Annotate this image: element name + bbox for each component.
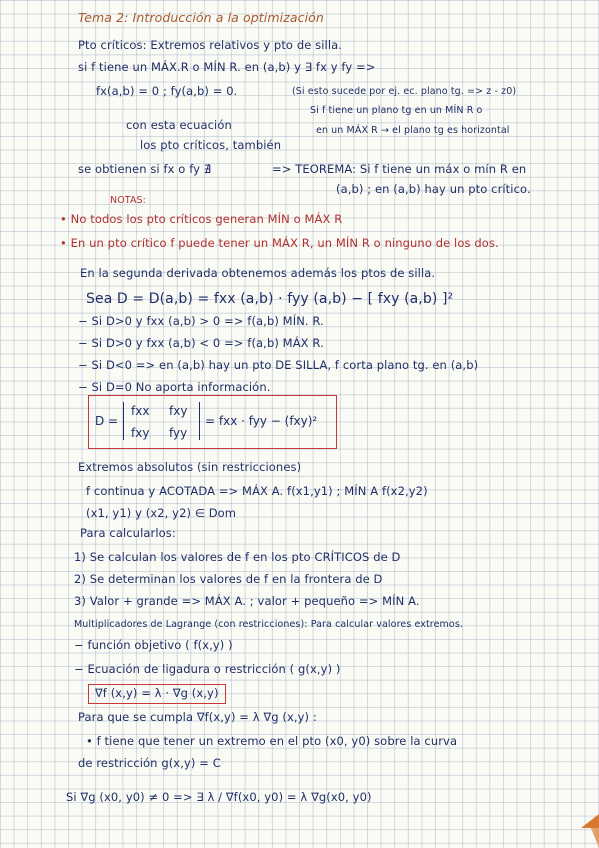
theorem-line: => TEOREMA: Si f tiene un máx o mín R en <box>272 162 527 176</box>
hessian-box <box>88 395 337 449</box>
note-item: • En un pto crítico f puede tener un MÁX R, un MÍN R o ninguno de los dos. <box>60 236 499 250</box>
text-line: − Ecuación de ligadura o restricción ( g(x,y) ) <box>74 662 341 676</box>
note-item: • No todos los pto críticos generan MÍN o MÁX R <box>60 212 343 226</box>
page-title: Tema 2: Introducción a la optimización <box>78 10 324 25</box>
text-line: con esta ecuación <box>126 118 232 132</box>
equation-line: fx(a,b) = 0 ; fy(a,b) = 0. <box>96 84 238 98</box>
text-line: En la segunda derivada obtenemos además los ptos de silla. <box>80 266 436 280</box>
equation-line: Sea D = D(a,b) = fxx (a,b) · fyy (a,b) − [ fxy (a,b) ]² <box>86 291 454 307</box>
text-line: Para calcularlos: <box>80 526 176 540</box>
text-line: • f tiene que tener un extremo en el pto (x0, y0) sobre la curva <box>86 734 458 748</box>
text-line: se obtienen si fx o fy ∄ <box>78 162 212 176</box>
side-note: Si f tiene un plano tg en un MÍN R o <box>310 105 483 116</box>
notes-heading: NOTAS: <box>110 195 146 206</box>
text-line: (x1, y1) y (x2, y2) ∈ Dom <box>86 506 237 520</box>
step-item: 1) Se calculan los valores de f en los pto CRÍTICOS de D <box>74 550 401 564</box>
heading-critical-points: Pto críticos: Extremos relativos y pto de silla. <box>78 38 343 52</box>
text-line: Si ∇g (x0, y0) ≠ 0 => ∃ λ / ∇f(x0, y0) = λ ∇g(x0, y0) <box>66 790 372 804</box>
side-note: en un MÁX R → el plano tg es horizontal <box>316 125 510 136</box>
text-line: si f tiene un MÁX.R o MÍN R. en (a,b) y ∃ fx y fy => <box>78 60 376 74</box>
text-line: − función objetivo ( f(x,y) ) <box>74 638 233 652</box>
condition-line: − Si D>0 y fxx (a,b) > 0 => f(a,b) MÍN. R. <box>78 314 324 328</box>
page-corner-tab <box>581 814 599 828</box>
step-item: 3) Valor + grande => MÁX A. ; valor + pequeño => MÍN A. <box>74 594 420 608</box>
matrix-bar-right <box>199 402 200 440</box>
heading-lagrange: Multiplicadores de Lagrange (con restricciones): Para calcular valores extremos. <box>74 619 463 630</box>
matrix-cell: fyy <box>169 426 188 440</box>
hessian-lhs: D = <box>95 414 119 428</box>
lagrange-equation-box: ∇f (x,y) = λ · ∇g (x,y) <box>88 684 226 704</box>
condition-line: − Si D=0 No aporta información. <box>78 380 271 394</box>
condition-line: − Si D<0 => en (a,b) hay un pto DE SILLA, f corta plano tg. en (a,b) <box>78 358 479 372</box>
matrix-bar-left <box>123 402 124 440</box>
step-item: 2) Se determinan los valores de f en la frontera de D <box>74 572 383 586</box>
text-line: los pto críticos, también <box>140 138 282 152</box>
matrix-cell: fxx <box>131 404 150 418</box>
heading-absolute-extrema: Extremos absolutos (sin restricciones) <box>78 460 302 474</box>
matrix-cell: fxy <box>131 426 150 440</box>
hessian-rhs: = fxx · fyy − (fxy)² <box>205 414 318 428</box>
page-corner-tab <box>591 828 599 848</box>
text-line: de restricción g(x,y) = C <box>78 756 221 770</box>
theorem-line: (a,b) ; en (a,b) hay un pto crítico. <box>336 182 531 196</box>
text-line: Para que se cumpla ∇f(x,y) = λ ∇g (x,y) : <box>78 710 317 724</box>
side-note: (Si esto sucede por ej. ec. plano tg. => z - z0) <box>292 86 517 97</box>
text-line: f continua y ACOTADA => MÁX A. f(x1,y1) ; MÍN A f(x2,y2) <box>86 484 428 498</box>
matrix-cell: fxy <box>169 404 188 418</box>
condition-line: − Si D>0 y fxx (a,b) < 0 => f(a,b) MÁX R. <box>78 336 324 350</box>
